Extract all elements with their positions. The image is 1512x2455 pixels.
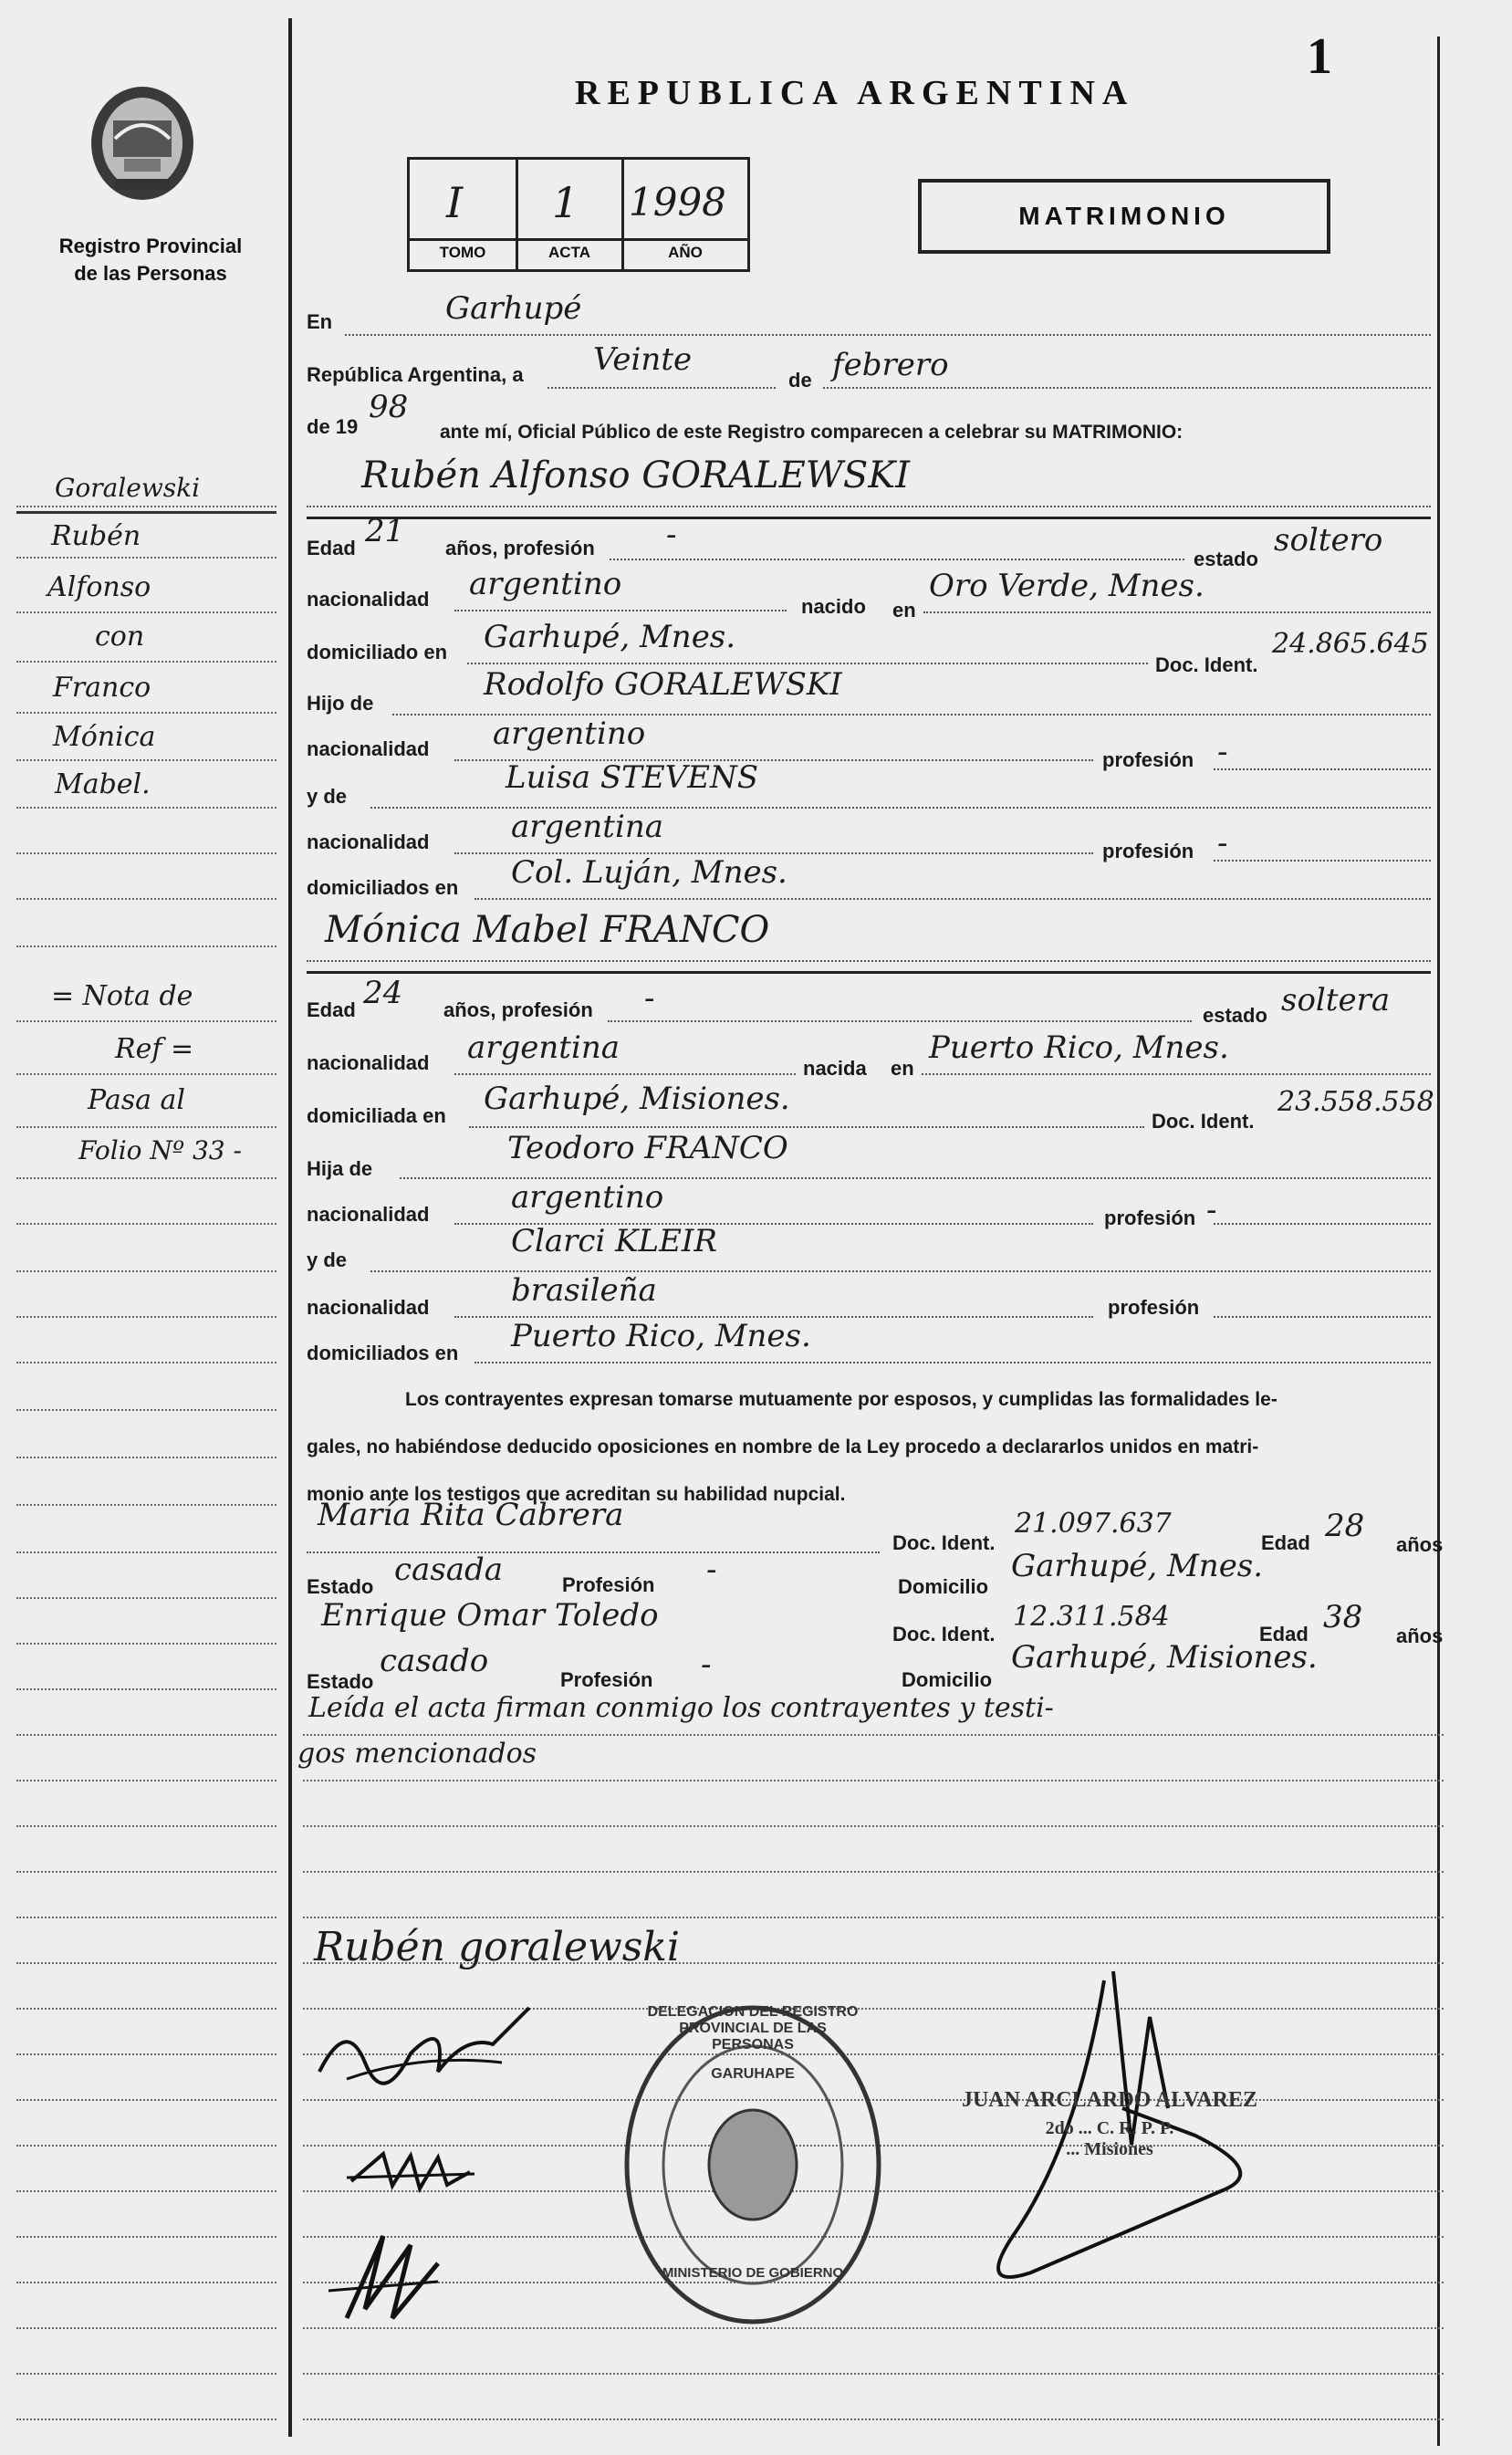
document-type: MATRIMONIO xyxy=(1018,202,1230,230)
bride-name: Mónica Mabel FRANCO xyxy=(325,909,770,951)
margin-note-groom-2: Rubén xyxy=(51,520,141,552)
de-label: de xyxy=(788,369,812,392)
bride-madre-nac-label: nacionalidad xyxy=(307,1296,430,1319)
groom-padre-nac-label: nacionalidad xyxy=(307,737,430,760)
groom-nacionalidad: argentino xyxy=(469,566,622,602)
groom-padre-nac: argentino xyxy=(493,716,646,752)
registry-line-1: Registro Provincial xyxy=(58,235,243,257)
ante-text: ante mí, Oficial Público de este Registro comparecen a celebrar su MATRIMONIO: xyxy=(440,422,1184,443)
witness-1-profesion-label: Profesión xyxy=(562,1573,655,1596)
groom-padre: Rodolfo GORALEWSKI xyxy=(484,666,842,703)
margin-note-annotation-3: Pasa al xyxy=(88,1084,186,1116)
month-value: febrero xyxy=(832,347,949,383)
witness-2-estado: casado xyxy=(380,1643,489,1679)
witness-1-profesion: - xyxy=(706,1551,717,1588)
bride-estado: soltera xyxy=(1281,982,1391,1019)
tomo-value: I xyxy=(446,178,464,227)
groom-estado: soltero xyxy=(1274,522,1383,559)
groom-padre-prof-label: profesión xyxy=(1102,748,1194,771)
country-title: REPUBLICA ARGENTINA xyxy=(575,74,1135,112)
bride-edad-label: Edad xyxy=(307,998,356,1021)
groom-yde-label: y de xyxy=(307,785,348,808)
acta-label: ACTA xyxy=(548,244,590,261)
witness-1-edad-label: Edad xyxy=(1261,1531,1310,1554)
bride-en-label: en xyxy=(891,1057,914,1080)
witness-1-domicilio: Garhupé, Mnes. xyxy=(1011,1548,1264,1584)
witness-1-anos-label: años xyxy=(1396,1533,1444,1556)
bride-profesion: - xyxy=(644,980,655,1017)
witness-2-profesion: - xyxy=(701,1646,712,1683)
margin-note-groom-6: Mónica xyxy=(53,721,156,753)
registry-name xyxy=(36,233,265,287)
bride-estado-label: estado xyxy=(1203,1004,1267,1027)
bride-edad: 24 xyxy=(363,975,403,1011)
groom-en-label: en xyxy=(892,599,916,622)
document-type-box xyxy=(918,179,1330,254)
officer-stamp xyxy=(936,2088,1283,2160)
witness-2-domicilio: Garhupé, Misiones. xyxy=(1011,1639,1318,1676)
bride-nacionalidad-label: nacionalidad xyxy=(307,1051,430,1074)
registry-line-2: de las Personas xyxy=(74,262,227,285)
republica-label: República Argentina, a xyxy=(307,363,524,386)
witness-2-doc: 12.311.584 xyxy=(1013,1601,1170,1633)
groom-signature: Rubén goralewski xyxy=(314,1924,681,1970)
witness-2-signature xyxy=(328,2227,447,2327)
bride-madre-nac: brasileña xyxy=(511,1272,657,1309)
seal-text: DELEGACION DEL REGISTRO PROVINCIAL DE LAS PERSONAS xyxy=(647,2004,859,2053)
anio-label: AÑO xyxy=(668,244,703,261)
witness-1-edad: 28 xyxy=(1325,1508,1365,1544)
groom-doc: 24.865.645 xyxy=(1272,628,1429,660)
year-value: 98 xyxy=(369,389,409,425)
day-value: Veinte xyxy=(593,341,693,378)
declaration-line-1: Los contrayentes expresan tomarse mutuamente por esposos, y cumplidas las formalidades le- xyxy=(405,1389,1277,1410)
acta-value: 1 xyxy=(552,178,579,227)
groom-hijo-label: Hijo de xyxy=(307,692,374,715)
bride-domiciliada-label: domiciliada en xyxy=(307,1104,446,1127)
bride-doc: 23.558.558 xyxy=(1277,1086,1434,1118)
bride-domicilio: Garhupé, Misiones. xyxy=(484,1081,790,1117)
groom-madre-nac: argentina xyxy=(511,809,664,845)
bride-padre-prof: - xyxy=(1206,1192,1217,1228)
bride-domiciliados-label: domiciliados en xyxy=(307,1342,459,1364)
margin-note-groom-5: Franco xyxy=(53,672,151,704)
groom-domiciliados-label: domiciliados en xyxy=(307,876,459,899)
margin-note-groom-4: con xyxy=(95,621,145,653)
witness-2-estado-label: Estado xyxy=(307,1670,374,1693)
page-number: 1 xyxy=(1307,28,1332,85)
bride-madre-prof-label: profesión xyxy=(1108,1296,1200,1319)
province-coat-of-arms xyxy=(88,84,197,203)
witness-1-signature xyxy=(347,2145,474,2199)
bride-anos-profesion: años, profesión xyxy=(443,998,593,1021)
margin-note-annotation-1: = Nota de xyxy=(51,980,193,1012)
margin-note-annotation-4: Folio Nº 33 - xyxy=(78,1135,242,1165)
seal-inner-text: GARUHAPE xyxy=(711,2066,795,2082)
bride-padre-nac: argentino xyxy=(511,1179,664,1216)
margin-note-groom-3: Alfonso xyxy=(47,571,151,603)
declaration-line-3: monio ante los testigos que acreditan su habilidad nupcial. xyxy=(307,1484,846,1505)
groom-edad-label: Edad xyxy=(307,537,356,559)
bride-hija-label: Hija de xyxy=(307,1157,373,1180)
official-seal xyxy=(620,2001,885,2329)
bride-madre: Clarci KLEIR xyxy=(511,1223,717,1259)
officer-stamp-line-3: ... Misiones xyxy=(1066,2139,1153,2159)
margin-note-annotation-2: Ref = xyxy=(115,1033,194,1065)
witness-1-estado-label: Estado xyxy=(307,1575,374,1598)
officer-stamp-name: JUAN ARCLARDO ALVAREZ xyxy=(961,2088,1258,2112)
en-value: Garhupé xyxy=(445,290,582,327)
tomo-label: TOMO xyxy=(439,244,486,261)
groom-nacido-en: Oro Verde, Mnes. xyxy=(929,568,1204,604)
groom-padre-prof: - xyxy=(1217,734,1228,770)
groom-nacido-label: nacido xyxy=(801,595,866,618)
bride-padres-domicilio: Puerto Rico, Mnes. xyxy=(511,1318,811,1354)
bride-nacida-en: Puerto Rico, Mnes. xyxy=(929,1029,1229,1066)
groom-estado-label: estado xyxy=(1194,548,1258,570)
anio-value: 1998 xyxy=(629,180,726,225)
groom-madre: Luisa STEVENS xyxy=(506,759,759,796)
witness-2-doc-label: Doc. Ident. xyxy=(892,1623,996,1645)
witness-1-domicilio-label: Domicilio xyxy=(898,1575,989,1598)
tomo-acta-box xyxy=(407,157,750,272)
groom-domiciliado-label: domiciliado en xyxy=(307,641,448,663)
bride-padre-nac-label: nacionalidad xyxy=(307,1203,430,1226)
groom-nacionalidad-label: nacionalidad xyxy=(307,588,430,611)
seal-inner-text-2: MINISTERIO DE GOBIERNO xyxy=(662,2265,844,2281)
witness-2-profesion-label: Profesión xyxy=(560,1668,653,1691)
de19-label: de 19 xyxy=(307,415,359,438)
groom-padres-domicilio: Col. Luján, Mnes. xyxy=(511,854,787,891)
bride-nacida-label: nacida xyxy=(803,1057,867,1080)
groom-edad: 21 xyxy=(365,513,405,549)
witness-1-estado: casada xyxy=(394,1551,504,1588)
bride-signature xyxy=(310,1999,547,2099)
groom-doc-label: Doc. Ident. xyxy=(1155,653,1258,676)
closing-line-2: gos mencionados xyxy=(297,1738,537,1770)
bride-doc-label: Doc. Ident. xyxy=(1152,1110,1255,1133)
witness-1-doc: 21.097.637 xyxy=(1015,1508,1172,1540)
en-label: En xyxy=(307,310,333,333)
right-margin-line xyxy=(1437,37,1440,2446)
witness-1-doc-label: Doc. Ident. xyxy=(892,1531,996,1554)
groom-profesion: - xyxy=(666,517,677,553)
witness-2-edad: 38 xyxy=(1323,1599,1363,1635)
left-margin-line xyxy=(288,18,292,2437)
bride-yde-label: y de xyxy=(307,1248,348,1271)
witness-2-anos-label: años xyxy=(1396,1624,1444,1647)
witness-1-name: María Rita Cabrera xyxy=(318,1497,624,1533)
witness-2-domicilio-label: Domicilio xyxy=(902,1668,993,1691)
groom-madre-prof: - xyxy=(1217,825,1228,862)
declaration-line-2: gales, no habiéndose deducido oposiciones en nombre de la Ley procedo a declararlos unidos en matri- xyxy=(307,1436,1259,1457)
officer-stamp-line-2: 2do ... C. R. P. P. xyxy=(1045,2118,1174,2138)
margin-note-groom-7: Mabel. xyxy=(55,768,151,800)
groom-madre-nac-label: nacionalidad xyxy=(307,831,430,853)
bride-nacionalidad: argentina xyxy=(467,1029,620,1066)
groom-anos-profesion: años, profesión xyxy=(445,537,595,559)
witness-2-edad-label: Edad xyxy=(1259,1623,1309,1645)
groom-madre-prof-label: profesión xyxy=(1102,840,1194,862)
margin-note-groom-1: Goralewski xyxy=(55,473,201,503)
witness-2-name: Enrique Omar Toledo xyxy=(321,1597,659,1634)
groom-name: Rubén Alfonso GORALEWSKI xyxy=(361,454,910,496)
closing-line-1: Leída el acta firman conmigo los contrayentes y testi- xyxy=(308,1692,1054,1724)
groom-domicilio: Garhupé, Mnes. xyxy=(484,619,736,655)
bride-padre-prof-label: profesión xyxy=(1104,1207,1196,1229)
bride-padre: Teodoro FRANCO xyxy=(507,1130,788,1166)
